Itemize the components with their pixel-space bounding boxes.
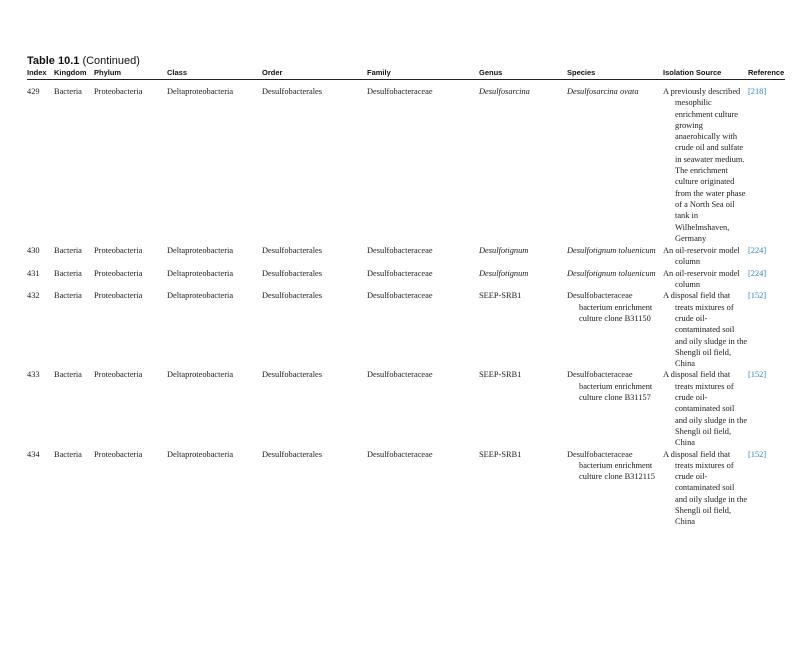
cell-kingdom: Bacteria xyxy=(54,449,82,459)
cell-phylum: Proteobacteria xyxy=(94,246,143,256)
col-header-species: Species xyxy=(567,68,663,80)
taxonomy-table xyxy=(27,68,785,528)
cell-index: 434 xyxy=(27,449,40,459)
cell-genus: SEEP-SRB1 xyxy=(479,291,522,301)
cell-species: Desulfosarcina ovata xyxy=(567,87,639,96)
reference-link[interactable]: [152] xyxy=(748,291,767,301)
cell-family: Desulfobacteraceae xyxy=(367,370,433,380)
col-header-family: Family xyxy=(367,68,479,80)
cell-class: Deltaproteobacteria xyxy=(167,370,234,380)
cell-order: Desulfobacterales xyxy=(262,87,322,96)
cell-isolation-source: A disposal field that treats mixtures of crude oil-contaminated soil and oily sludge in the Shengli oil field, China xyxy=(663,449,748,527)
cell-species: Desulfotignum toluenicum xyxy=(567,246,656,256)
col-header-kingdom: Kingdom xyxy=(54,68,94,80)
table-row xyxy=(27,80,785,245)
table-title-label: Table 10.1 xyxy=(27,55,80,67)
cell-family: Desulfobacteraceae xyxy=(367,449,433,459)
table-title-suffix: (Continued) xyxy=(82,55,140,67)
table-row xyxy=(27,449,785,528)
table-row xyxy=(27,268,785,291)
cell-kingdom: Bacteria xyxy=(54,291,82,301)
cell-species: Desulfobacteraceae bacterium enrichment culture clone B312115 xyxy=(567,449,655,482)
cell-family: Desulfobacteraceae xyxy=(367,246,433,256)
cell-species: Desulfotignum toluenicum xyxy=(567,268,656,278)
cell-genus: Desulfotignum xyxy=(479,268,529,278)
cell-genus: Desulfosarcina xyxy=(479,87,530,96)
table-row xyxy=(27,369,785,448)
col-header-isolation-source: Isolation Source xyxy=(663,68,748,80)
reference-link[interactable]: [152] xyxy=(748,449,767,459)
cell-family: Desulfobacteraceae xyxy=(367,87,433,96)
cell-isolation-source: A disposal field that treats mixtures of crude oil-contaminated soil and oily sludge in the Shengli oil field, China xyxy=(663,291,748,369)
cell-index: 432 xyxy=(27,291,40,301)
cell-phylum: Proteobacteria xyxy=(94,370,143,380)
cell-index: 431 xyxy=(27,268,40,278)
table-row xyxy=(27,290,785,369)
cell-class: Deltaproteobacteria xyxy=(167,291,234,301)
reference-link[interactable]: [224] xyxy=(748,268,767,278)
cell-phylum: Proteobacteria xyxy=(94,449,143,459)
col-header-class: Class xyxy=(167,68,262,80)
cell-order: Desulfobacterales xyxy=(262,291,322,301)
cell-species: Desulfobacteraceae bacterium enrichment culture clone B31157 xyxy=(567,370,653,403)
cell-order: Desulfobacterales xyxy=(262,449,322,459)
cell-kingdom: Bacteria xyxy=(54,246,82,256)
cell-index: 429 xyxy=(27,87,40,96)
cell-class: Deltaproteobacteria xyxy=(167,246,234,256)
cell-isolation-source: A disposal field that treats mixtures of crude oil-contaminated soil and oily sludge in the Shengli oil field, China xyxy=(663,370,748,448)
cell-genus: SEEP-SRB1 xyxy=(479,370,522,380)
cell-phylum: Proteobacteria xyxy=(94,291,143,301)
cell-family: Desulfobacteraceae xyxy=(367,291,433,301)
cell-isolation-source: An oil-reservoir model column xyxy=(663,268,740,290)
cell-genus: Desulfotignum xyxy=(479,246,529,256)
col-header-phylum: Phylum xyxy=(94,68,167,80)
table-row xyxy=(27,244,785,268)
cell-isolation-source: An oil-reservoir model column xyxy=(663,246,740,267)
reference-link[interactable]: [218] xyxy=(748,87,767,96)
cell-kingdom: Bacteria xyxy=(54,87,82,96)
table-title xyxy=(27,55,140,67)
col-header-genus: Genus xyxy=(479,68,567,80)
col-header-order: Order xyxy=(262,68,367,80)
cell-index: 430 xyxy=(27,246,40,256)
cell-phylum: Proteobacteria xyxy=(94,87,143,96)
cell-kingdom: Bacteria xyxy=(54,370,82,380)
reference-link[interactable]: [224] xyxy=(748,246,767,256)
cell-order: Desulfobacterales xyxy=(262,268,322,278)
cell-species: Desulfobacteraceae bacterium enrichment culture clone B31150 xyxy=(567,291,653,323)
table-header-row xyxy=(27,68,785,80)
cell-class: Deltaproteobacteria xyxy=(167,268,234,278)
cell-order: Desulfobacterales xyxy=(262,370,322,380)
cell-kingdom: Bacteria xyxy=(54,268,82,278)
reference-link[interactable]: [152] xyxy=(748,370,767,380)
cell-genus: SEEP-SRB1 xyxy=(479,449,522,459)
cell-isolation-source: A previously described mesophilic enrichment culture growing anaerobically with crude oil and sulfate in seawater medium. The enrichment culture originated from the water phase of a North Sea oil tank in Wilhelmshaven, Germany xyxy=(663,87,746,243)
cell-class: Deltaproteobacteria xyxy=(167,87,234,96)
cell-family: Desulfobacteraceae xyxy=(367,268,433,278)
cell-order: Desulfobacterales xyxy=(262,246,322,256)
cell-phylum: Proteobacteria xyxy=(94,268,143,278)
col-header-index: Index xyxy=(27,68,54,80)
cell-index: 433 xyxy=(27,370,40,380)
col-header-reference: Reference xyxy=(748,68,785,80)
cell-class: Deltaproteobacteria xyxy=(167,449,234,459)
